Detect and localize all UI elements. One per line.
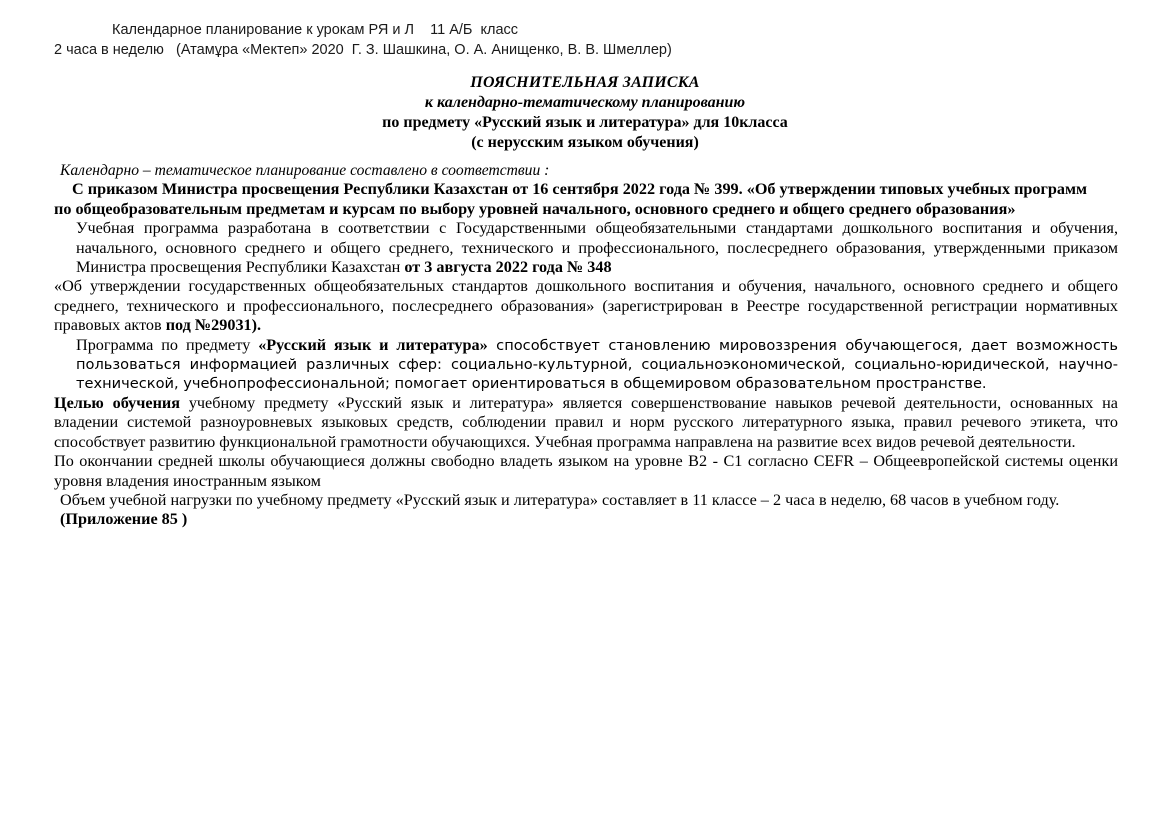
- document-body: [0, 161, 1170, 530]
- paragraph-intro: Календарно – тематическое планирование составлено в соответствии :: [60, 162, 550, 179]
- program-text: Учебная программа разработана в соответствии с Государственными общеобязательными стандартами дошкольного воспитания и обучения, начального, основного среднего и общего среднего, технического и профессионального, послесреднего образования, утвержденными приказом Министра просвещения Республики Казахстан: [76, 219, 1118, 277]
- order-line-1: С приказом Министра просвещения Республики Казахстан от 16 сентября 2022 года № 399. «Об утверждении типовых учебных программ: [72, 180, 1088, 199]
- subject-text-after: способствует становлению мировоззрения обучающегося, дает возможность пользоваться информацией различных сфер: социально-культурной, социальноэкономической, социально-юридической, научно-технической, учебнопрофессиональной; помогает ориентироваться в общемировом образовательном пространстве.: [76, 336, 1118, 393]
- title-block: [0, 73, 1170, 153]
- paragraph-load: Объем учебной нагрузки по учебному предмету «Русский язык и литература» составляет в 11 классе – 2 часа в неделю, 68 часов в учебном году.: [60, 490, 1060, 509]
- goal-text: учебному предмету «Русский язык и литература» является совершенствование навыков речевой деятельности, основанных на владении системой разноуровневых языковых средств, соблюдении правил и норм русского литературного языка, правил речевого этикета, что способствует развитию функциональной грамотности обучающихся. Учебная программа направлена на развитие всех видов речевой деятельности.: [54, 393, 1118, 451]
- standards-text: «Об утверждении государственных общеобязательных стандартов дошкольного воспитания и обучения, начального, основного среднего и общего среднего, технического и профессионального, послесреднего образования» (зарегистрирован в Реестре государственной регистрации нормативных правовых актов: [54, 277, 1118, 335]
- subject-bold-name: «Русский язык и литература»: [258, 335, 488, 354]
- paragraph-cefr: По окончании средней школы обучающиеся должны свободно владеть языком на уровне B2 - C1 согласно CEFR – Общеевропейской системы оценки уровня владения иностранным языком: [54, 452, 1118, 490]
- paragraph-appendix: (Приложение 85 ): [60, 510, 188, 529]
- paragraph-standards: [54, 277, 1118, 335]
- page-title: ПОЯСНИТЕЛЬНАЯ ЗАПИСКА: [470, 74, 700, 91]
- document-header: [0, 0, 1170, 60]
- paragraph-subject: [54, 336, 1118, 394]
- paragraph-order-cont: [54, 200, 1118, 219]
- paragraph-program: [54, 219, 1118, 277]
- goal-bold-label: Целью обучения: [54, 393, 180, 412]
- title-subject-line: по предмету «Русский язык и литература» для 10класса: [382, 114, 788, 131]
- paragraph-goal: [54, 394, 1118, 452]
- header-line-course: Календарное планирование к урокам РЯ и Л 11 А/Б класс: [112, 22, 519, 38]
- header-line-textbook: 2 часа в неделю (Атамұра «Мектеп» 2020 Г. З. Шашкина, О. А. Анищенко, В. В. Шмеллер): [54, 42, 672, 58]
- title-subtitle: к календарно-тематическому планированию: [424, 94, 746, 111]
- title-note-line: (с нерусским языком обучения): [471, 134, 699, 151]
- program-bold-date: от 3 августа 2022 года № 348: [404, 258, 612, 277]
- paragraph-order: [54, 180, 1118, 199]
- standards-bold-registration: под №29031).: [165, 316, 262, 335]
- subject-text-before: Программа по предмету: [76, 335, 259, 354]
- order-line-2: по общеобразовательным предметам и курсам по выбору уровней начального, основного среднего и общего среднего образования»: [54, 199, 1016, 218]
